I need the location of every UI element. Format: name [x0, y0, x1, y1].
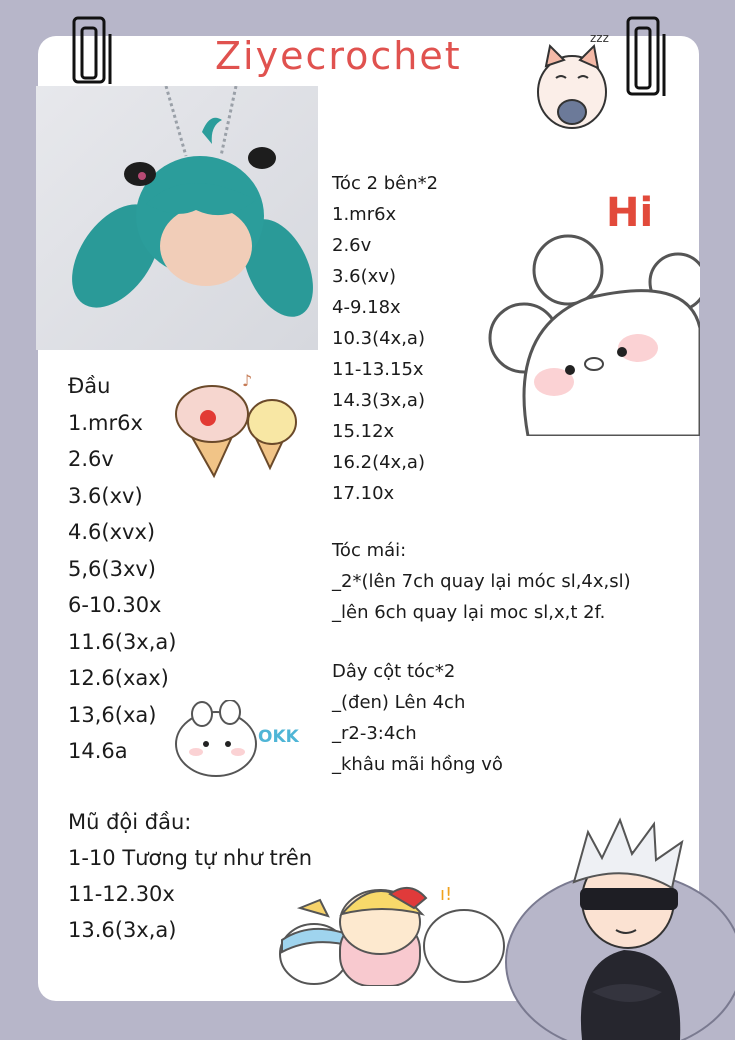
ice-cream-sticker-icon	[168, 368, 304, 480]
head-row: 1.mr6x	[68, 410, 143, 435]
side-hair-row: 10.3(4x,a)	[332, 328, 425, 349]
side-hair-row: 4-9.18x	[332, 297, 401, 318]
sleeping-cat-sticker-icon	[528, 28, 618, 138]
bangs-row: _2*(lên 7ch quay lại móc sl,4x,sl)	[332, 571, 631, 592]
svg-text:zzz: zzz	[590, 31, 609, 45]
head-row: 14.6a	[68, 739, 128, 763]
head-heading: Đầu	[68, 374, 111, 398]
bangs-section	[332, 535, 631, 628]
side-hair-row: 16.2(4x,a)	[332, 452, 425, 473]
side-hair-row: 1.mr6x	[332, 204, 397, 225]
doll-image	[36, 86, 318, 350]
crochet-doll-photo	[36, 86, 318, 350]
paper-clip-left-icon	[70, 14, 118, 86]
hat-heading: Mũ đội đầu:	[68, 810, 192, 834]
hat-row: 1-10 Tương tự như trên	[68, 846, 313, 870]
side-hair-row: 3.6(xv)	[332, 266, 396, 287]
anime-boy-sticker-icon	[504, 812, 735, 1040]
side-hair-section	[332, 168, 438, 509]
head-row: 6-10.30x	[68, 593, 162, 617]
head-row: 13,6(xa)	[68, 702, 157, 727]
svg-text:ı!: ı!	[440, 884, 453, 905]
okk-text: OKK	[258, 727, 299, 747]
page-title: Ziyecrochet	[215, 34, 462, 78]
side-hair-row: 2.6v	[332, 235, 372, 256]
okk-bunny-sticker-icon	[172, 700, 312, 784]
head-row: 2.6v	[68, 447, 114, 471]
head-row: 11.6(3x,a)	[68, 629, 177, 654]
side-hair-heading: Tóc 2 bên*2	[332, 173, 439, 194]
hat-row: 13.6(3x,a)	[68, 918, 177, 942]
hi-text: Hi	[606, 190, 654, 236]
hair-tie-heading: Dây cột tóc*2	[332, 661, 456, 682]
hair-tie-section	[332, 656, 503, 780]
hair-tie-row: _(đen) Lên 4ch	[332, 692, 466, 713]
side-hair-row: 17.10x	[332, 483, 395, 504]
head-section	[68, 368, 176, 770]
side-hair-row: 15.12x	[332, 421, 395, 442]
bangs-row: _lên 6ch quay lại moc sl,x,t 2f.	[332, 602, 606, 623]
side-hair-row: 11-13.15x	[332, 359, 424, 380]
paper-clip-right-icon	[624, 14, 672, 100]
bangs-heading: Tóc mái:	[332, 540, 407, 561]
hi-bear-sticker-icon	[488, 178, 700, 436]
side-hair-row: 14.3(3x,a)	[332, 390, 425, 411]
svg-text:♪: ♪	[242, 371, 253, 390]
head-row: 12.6(xax)	[68, 666, 169, 690]
hair-tie-row: _khâu mãi hồng vô	[332, 754, 503, 775]
head-row: 3.6(xv)	[68, 483, 143, 508]
hair-tie-row: _r2-3:4ch	[332, 723, 417, 744]
hat-section	[68, 804, 312, 948]
head-row: 4.6(xvx)	[68, 520, 156, 544]
hat-row: 11-12.30x	[68, 882, 175, 906]
head-row: 5,6(3xv)	[68, 556, 156, 581]
